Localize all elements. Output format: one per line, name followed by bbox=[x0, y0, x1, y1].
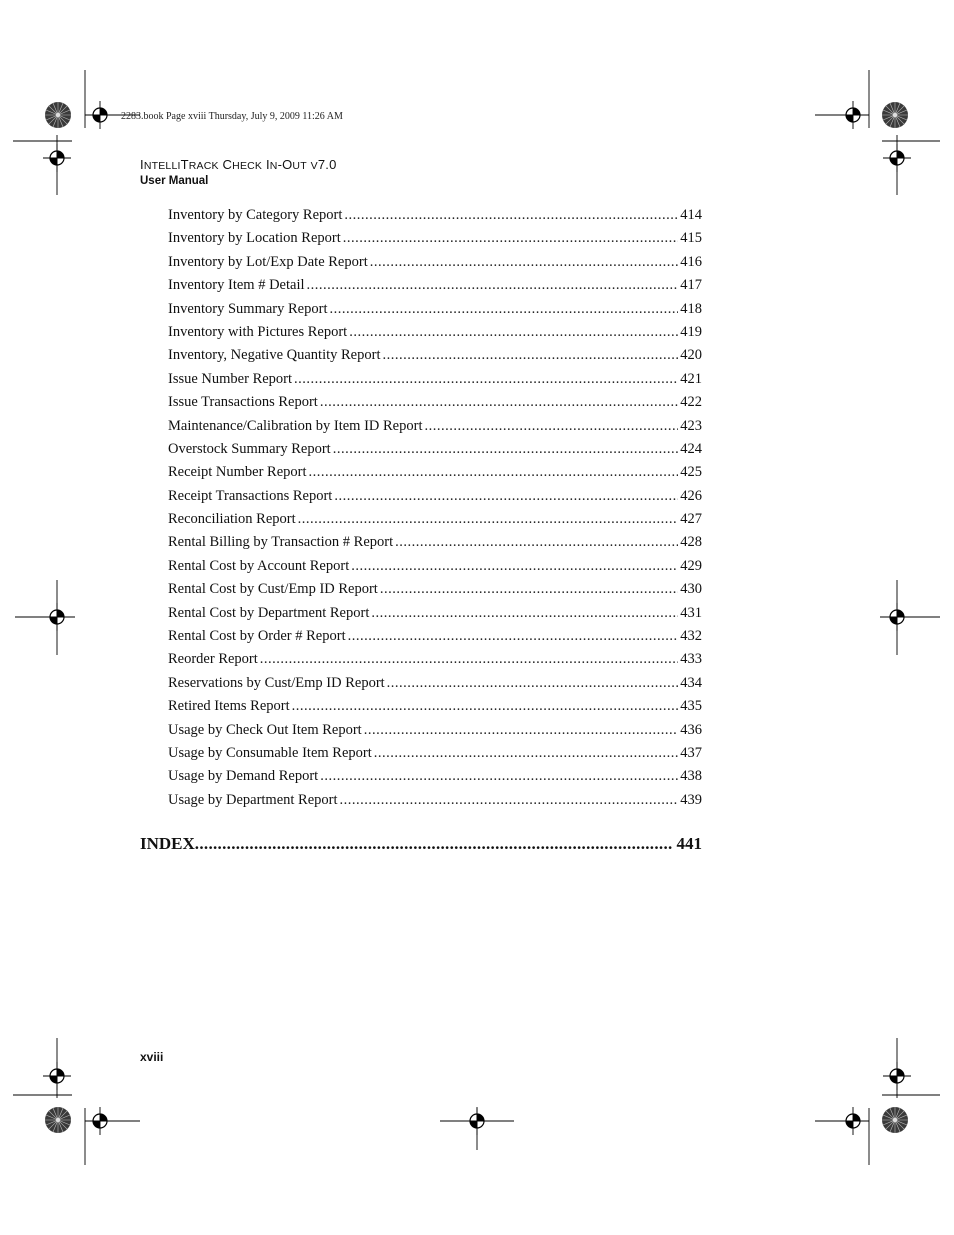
toc-entry-page: 427 bbox=[680, 511, 702, 528]
toc-entry-page: 416 bbox=[680, 253, 702, 270]
toc-entry-title: Receipt Transactions Report bbox=[168, 487, 333, 504]
toc-entry[interactable] bbox=[168, 765, 702, 788]
toc-entry[interactable] bbox=[168, 719, 702, 742]
running-header-subtitle: User Manual bbox=[140, 175, 209, 187]
toc-entry[interactable] bbox=[168, 251, 702, 274]
toc-entry-title: Inventory by Category Report bbox=[168, 207, 343, 223]
toc-entry-title: Rental Cost by Account Report bbox=[168, 557, 350, 574]
toc-leader-dots bbox=[348, 625, 679, 648]
toc-entry[interactable] bbox=[168, 204, 702, 227]
running-header-title: INTELLITRACK CHECK IN-OUT V7.0 bbox=[140, 157, 337, 172]
table-of-contents bbox=[168, 204, 702, 812]
toc-entry-page: 421 bbox=[680, 370, 702, 387]
toc-entry-page: 426 bbox=[680, 487, 702, 504]
toc-entry-title: Retired Items Report bbox=[168, 698, 290, 715]
toc-entry-title: Maintenance/Calibration by Item ID Report bbox=[168, 417, 423, 434]
toc-leader-dots bbox=[351, 555, 678, 578]
toc-leader-dots bbox=[292, 695, 679, 718]
toc-entry-title: Inventory by Location Report bbox=[168, 230, 341, 247]
toc-entry-page: 433 bbox=[680, 651, 702, 668]
toc-entry[interactable] bbox=[168, 227, 702, 250]
toc-entry-page: 428 bbox=[680, 534, 702, 551]
toc-entry-page: 432 bbox=[680, 628, 702, 645]
toc-leader-dots bbox=[195, 832, 673, 856]
toc-entry-page: 431 bbox=[680, 604, 702, 621]
toc-entry[interactable] bbox=[168, 625, 702, 648]
toc-index-entry[interactable] bbox=[140, 832, 702, 856]
toc-entry[interactable] bbox=[168, 461, 702, 484]
toc-leader-dots bbox=[344, 204, 678, 227]
toc-entry-title: Reorder Report bbox=[168, 651, 258, 668]
toc-leader-dots bbox=[329, 298, 678, 321]
toc-entry-title: Usage by Check Out Item Report bbox=[168, 721, 362, 738]
toc-leader-dots bbox=[340, 789, 679, 812]
toc-leader-dots bbox=[382, 344, 678, 367]
toc-leader-dots bbox=[333, 438, 679, 461]
toc-entry[interactable] bbox=[168, 531, 702, 554]
toc-leader-dots bbox=[320, 391, 678, 414]
toc-entry-page: 424 bbox=[680, 440, 702, 457]
toc-leader-dots bbox=[309, 461, 679, 484]
toc-entry-title: Reconciliation Report bbox=[168, 511, 296, 528]
toc-leader-dots bbox=[307, 274, 679, 297]
toc-entry-title: Rental Billing by Transaction # Report bbox=[168, 534, 394, 551]
toc-entry-title: Reservations by Cust/Emp ID Report bbox=[168, 674, 385, 691]
toc-leader-dots bbox=[424, 415, 678, 438]
toc-entry-page: 417 bbox=[680, 277, 702, 294]
toc-entry-page: 420 bbox=[680, 347, 702, 364]
color-starburst-icon bbox=[882, 102, 908, 128]
toc-entry-page: 414 bbox=[680, 207, 702, 223]
toc-entry-page: 436 bbox=[680, 721, 702, 738]
toc-entry[interactable] bbox=[168, 438, 702, 461]
toc-entry-title: Inventory, Negative Quantity Report bbox=[168, 347, 381, 364]
toc-leader-dots bbox=[334, 485, 678, 508]
toc-leader-dots bbox=[260, 648, 678, 671]
print-slug-line: 2283.book Page xviii Thursday, July 9, 2009 11:26 AM bbox=[121, 111, 343, 122]
toc-entry-title: Inventory with Pictures Report bbox=[168, 323, 348, 340]
toc-entry[interactable] bbox=[168, 578, 702, 601]
toc-entry[interactable] bbox=[168, 508, 702, 531]
toc-leader-dots bbox=[343, 227, 679, 250]
toc-leader-dots bbox=[395, 531, 678, 554]
toc-entry-title: Rental Cost by Cust/Emp ID Report bbox=[168, 581, 378, 598]
color-starburst-icon bbox=[882, 1107, 908, 1133]
toc-entry-title: Usage by Demand Report bbox=[168, 768, 319, 785]
toc-entry-title: Overstock Summary Report bbox=[168, 440, 331, 457]
toc-entry[interactable] bbox=[168, 672, 702, 695]
toc-entry-page: 439 bbox=[680, 791, 702, 808]
toc-entry[interactable] bbox=[168, 789, 702, 812]
toc-entry-title: Rental Cost by Department Report bbox=[168, 604, 370, 621]
toc-entry-page: 435 bbox=[680, 698, 702, 715]
color-starburst-icon bbox=[45, 102, 71, 128]
toc-index-page: 441 bbox=[676, 834, 702, 853]
toc-entry[interactable] bbox=[168, 391, 702, 414]
toc-entry[interactable] bbox=[168, 274, 702, 297]
toc-entry-page: 422 bbox=[680, 394, 702, 411]
toc-entry-page: 423 bbox=[680, 417, 702, 434]
toc-entry-page: 419 bbox=[680, 323, 702, 340]
toc-entry[interactable] bbox=[168, 648, 702, 671]
toc-entry[interactable] bbox=[168, 344, 702, 367]
toc-entry[interactable] bbox=[168, 555, 702, 578]
toc-leader-dots bbox=[374, 742, 678, 765]
toc-entry-title: Issue Transactions Report bbox=[168, 394, 318, 411]
toc-entry[interactable] bbox=[168, 298, 702, 321]
toc-leader-dots bbox=[294, 368, 678, 391]
toc-entry-title: Issue Number Report bbox=[168, 370, 293, 387]
toc-entry[interactable] bbox=[168, 602, 702, 625]
toc-entry[interactable] bbox=[168, 742, 702, 765]
toc-entry-page: 430 bbox=[680, 581, 702, 598]
toc-leader-dots bbox=[380, 578, 678, 601]
toc-entry[interactable] bbox=[168, 415, 702, 438]
color-starburst-icon bbox=[45, 1107, 71, 1133]
toc-entry-title: Inventory Summary Report bbox=[168, 300, 328, 317]
toc-entry-title: Usage by Department Report bbox=[168, 791, 338, 808]
toc-leader-dots bbox=[371, 602, 678, 625]
toc-entry-page: 438 bbox=[680, 768, 702, 785]
toc-entry-page: 437 bbox=[680, 744, 702, 761]
toc-leader-dots bbox=[370, 251, 679, 274]
toc-entry-page: 425 bbox=[680, 464, 702, 481]
toc-entry-page: 429 bbox=[680, 557, 702, 574]
toc-entry[interactable] bbox=[168, 485, 702, 508]
toc-entry-page: 415 bbox=[680, 230, 702, 247]
toc-leader-dots bbox=[320, 765, 678, 788]
toc-leader-dots bbox=[387, 672, 679, 695]
toc-entry-page: 418 bbox=[680, 300, 702, 317]
toc-entry-title: Rental Cost by Order # Report bbox=[168, 628, 346, 645]
toc-leader-dots bbox=[364, 719, 679, 742]
toc-entry-page: 434 bbox=[680, 674, 702, 691]
toc-leader-dots bbox=[298, 508, 679, 531]
toc-entry-title: Inventory by Lot/Exp Date Report bbox=[168, 253, 368, 270]
page-folio: xviii bbox=[140, 1050, 164, 1064]
toc-entry-title: Inventory Item # Detail bbox=[168, 277, 305, 294]
toc-leader-dots bbox=[349, 321, 678, 344]
toc-entry-title: Receipt Number Report bbox=[168, 464, 307, 481]
toc-entry[interactable] bbox=[168, 368, 702, 391]
toc-entry-title: Usage by Consumable Item Report bbox=[168, 744, 372, 761]
toc-entry[interactable] bbox=[168, 321, 702, 344]
toc-entry[interactable] bbox=[168, 695, 702, 718]
toc-index-title: INDEX bbox=[140, 834, 195, 853]
